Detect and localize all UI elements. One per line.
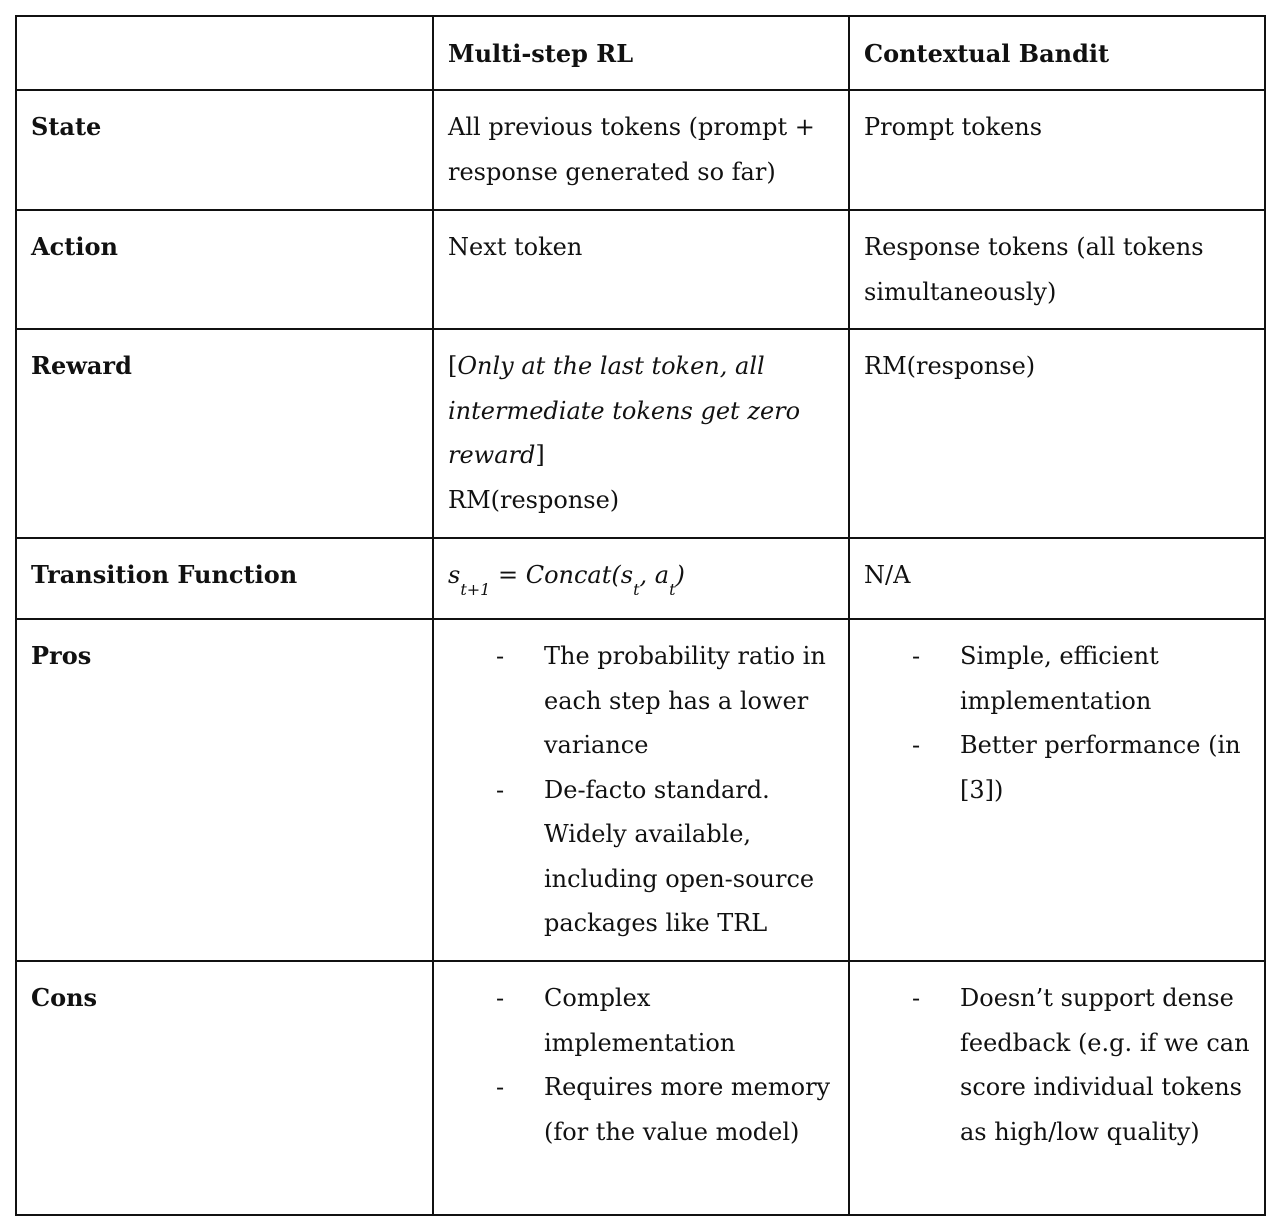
reward-bandit-cell: RM(response) — [849, 329, 1265, 538]
list-item: - The probability ratio in each step has a lower variance — [544, 634, 836, 768]
cons-multi-cell — [433, 961, 849, 1215]
formula-sub-t: t — [633, 580, 640, 599]
transition-label: Transition Function — [16, 538, 433, 619]
list-item: - Doesn’t support dense feedback (e.g. if we can score individual tokens as high/low quality) — [960, 976, 1252, 1154]
state-multi-cell: All previous tokens (prompt + response generated so far) — [433, 90, 849, 210]
formula-sub-t1: t+1 — [460, 580, 491, 599]
formula-sub-at: t — [669, 580, 676, 599]
header-corner-cell — [16, 16, 433, 90]
header-multi-step-rl: Multi-step RL — [433, 16, 849, 90]
formula-concat: = Concat( — [490, 561, 621, 589]
reward-note-open-bracket: [ — [448, 352, 458, 380]
transition-row — [16, 538, 1265, 619]
reward-note-close-bracket: ] — [535, 441, 545, 469]
reward-multi-value: RM(response) — [448, 485, 620, 514]
state-label: State — [16, 90, 433, 210]
reward-multi-cell — [433, 329, 849, 538]
list-item: - De-facto standard. Widely available, including open-source packages like TRL — [544, 768, 836, 946]
header-contextual-bandit: Contextual Bandit — [849, 16, 1265, 90]
reward-row — [16, 329, 1265, 538]
transition-bandit-cell: N/A — [849, 538, 1265, 619]
pros-bandit-cell — [849, 619, 1265, 961]
pros-multi-cell — [433, 619, 849, 961]
action-row — [16, 210, 1265, 329]
action-bandit-cell: Response tokens (all tokens simultaneously) — [849, 210, 1265, 329]
list-item: - Simple, efficient implementation — [960, 634, 1252, 723]
pros-multi-list — [448, 634, 836, 946]
list-item: - Requires more memory (for the value model) — [544, 1065, 836, 1154]
cons-row — [16, 961, 1265, 1215]
transition-formula — [448, 561, 685, 599]
list-item: - Complex implementation — [544, 976, 836, 1065]
header-row — [16, 16, 1265, 90]
comparison-table — [15, 15, 1266, 1216]
list-item: - Better performance (in [3]) — [960, 723, 1252, 812]
formula-at: a — [654, 561, 670, 589]
reward-note: Only at the last token, all intermediate tokens get zero reward — [448, 352, 801, 469]
action-multi-cell: Next token — [433, 210, 849, 329]
pros-row — [16, 619, 1265, 961]
action-label: Action — [16, 210, 433, 329]
cons-label: Cons — [16, 961, 433, 1215]
formula-comma: , — [639, 561, 655, 589]
state-bandit-cell: Prompt tokens — [849, 90, 1265, 210]
pros-label: Pros — [16, 619, 433, 961]
cons-multi-list — [448, 976, 836, 1154]
pros-bandit-list — [864, 634, 1252, 812]
state-row — [16, 90, 1265, 210]
formula-s: s — [448, 561, 461, 589]
reward-label: Reward — [16, 329, 433, 538]
formula-close: ) — [675, 561, 685, 589]
transition-multi-cell — [433, 538, 849, 619]
cons-bandit-list — [864, 976, 1252, 1154]
cons-bandit-cell — [849, 961, 1265, 1215]
formula-st: s — [620, 561, 634, 589]
